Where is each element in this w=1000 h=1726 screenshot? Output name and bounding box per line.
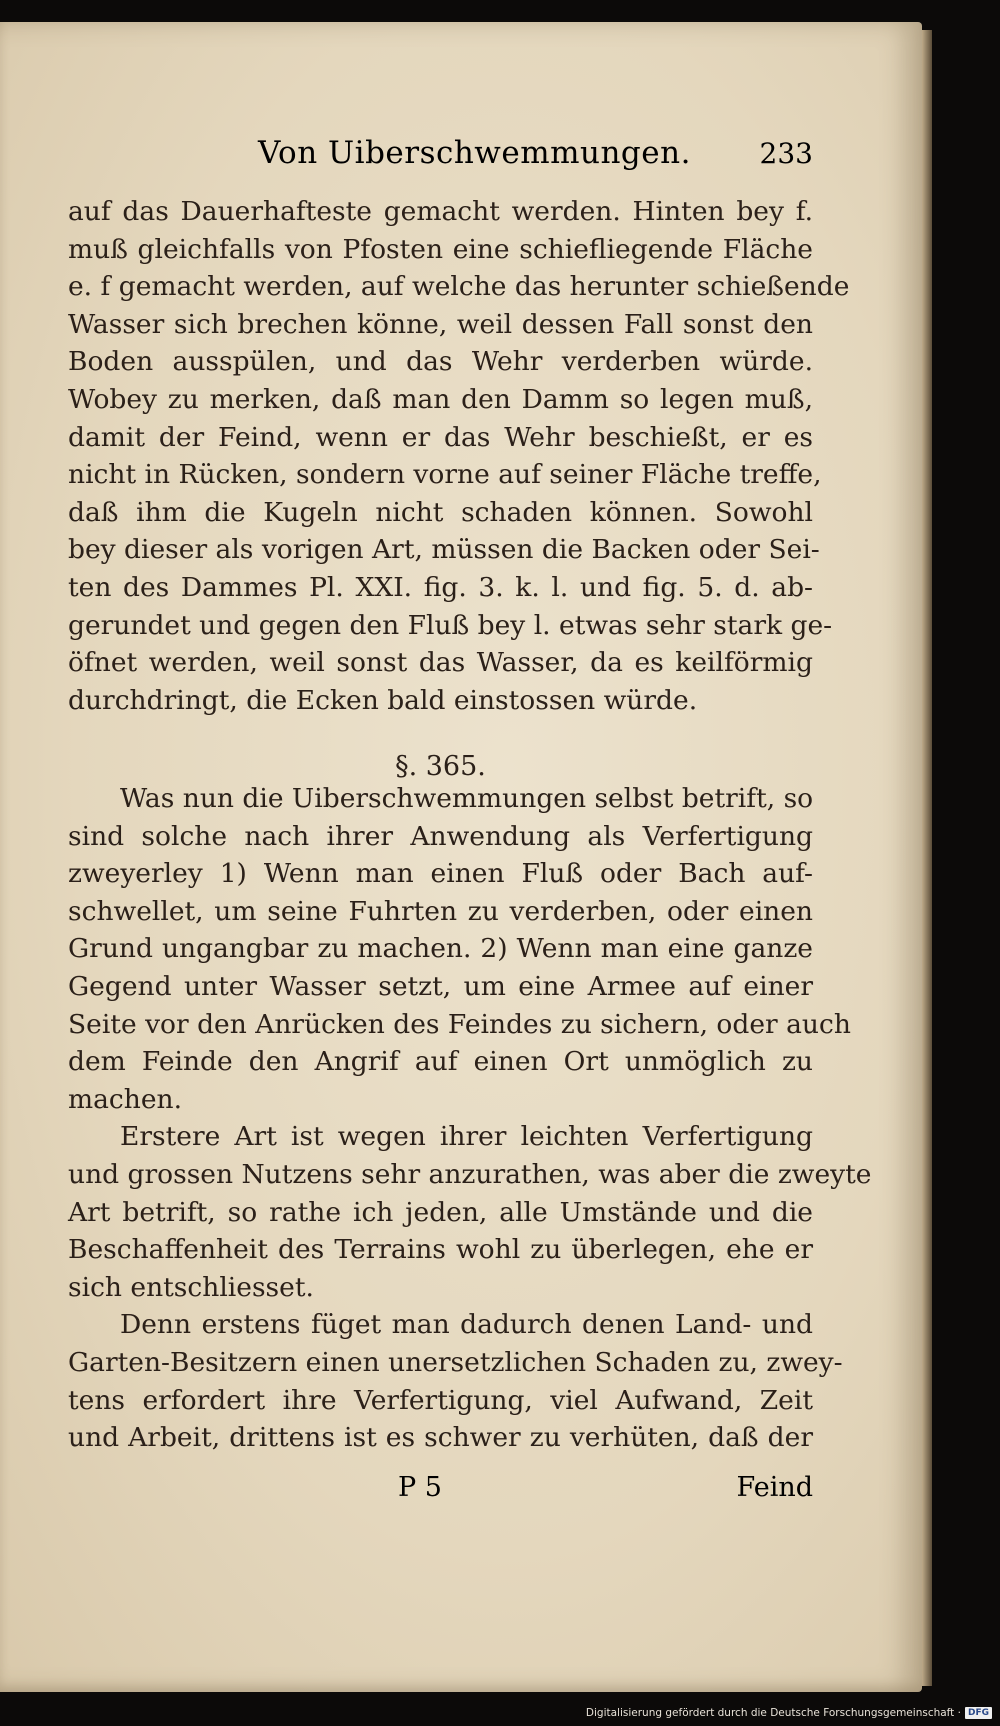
text-line: gerundet und gegen den Fluß bey l. etwas sehr stark ge- [68, 609, 833, 641]
text-line: Garten-Besitzern einen unersetzlichen Schaden zu, zwey- [68, 1346, 843, 1378]
text-line: Art betrift, so rathe ich jeden, alle Umstände und die [68, 1196, 813, 1228]
text-line: Wobey zu merken, daß man den Damm so legen muß, [68, 383, 813, 415]
text-line: ten des Dammes Pl. XXI. fig. 3. k. l. und fig. 5. d. ab- [68, 571, 813, 603]
text-line: und grossen Nutzens sehr anzurathen, was aber die zweyte [68, 1158, 872, 1190]
text-line: auf das Dauerhafteste gemacht werden. Hinten bey f. [68, 196, 813, 227]
running-title: Von Uiberschwemmungen. [258, 135, 691, 171]
text-line: machen. [68, 1083, 183, 1115]
text-line: damit der Feind, wenn er das Wehr beschießt, er es [68, 421, 813, 453]
text-line: Grund ungangbar zu machen. 2) Wenn man eine ganze [68, 933, 813, 965]
text-line: Gegend unter Wasser setzt, um eine Armee auf einer [68, 970, 813, 1002]
text-line: muß gleichfalls von Pfosten eine schiefliegende Fläche [68, 233, 813, 265]
page-header [68, 135, 813, 175]
text-line: nicht in Rücken, sondern vorne auf seiner Fläche treffe, [68, 459, 822, 491]
paragraph-continuation [68, 193, 850, 719]
text-line: Erstere Art ist wegen ihrer leichten Verfertigung [120, 1121, 813, 1153]
page-number: 233 [759, 137, 813, 170]
text-line: Beschaffenheit des Terrains wohl zu überlegen, ehe er [68, 1234, 813, 1266]
catchword: Feind [736, 1472, 813, 1503]
text-line: Was nun die Uiberschwemmungen selbst betrift, so [120, 783, 814, 814]
text-line: e. f gemacht werden, auf welche das herunter schießende [68, 271, 850, 303]
section-heading: §. 365. [395, 751, 486, 782]
text-line: schwellet, um seine Fuhrten zu verderben, oder einen [68, 895, 813, 927]
text-line: bey dieser als vorigen Art, müssen die Backen oder Sei- [68, 534, 820, 566]
text-line: durchdringt, die Ecken bald einstossen würde. [68, 684, 698, 716]
page-edge [922, 30, 932, 1686]
text-line: tens erfordert ihre Verfertigung, viel Aufwand, Zeit [68, 1384, 813, 1416]
text-line: öfnet werden, weil sonst das Wasser, da es keilförmig [68, 647, 813, 679]
digitization-credit [586, 1706, 992, 1720]
signature-mark: P 5 [398, 1472, 442, 1503]
text-line: Denn erstens füget man dadurch denen Land- und [120, 1309, 813, 1341]
text-line: Boden ausspülen, und das Wehr verderben würde. [68, 346, 813, 378]
text-line: Wasser sich brechen könne, weil dessen Fall sonst den [68, 308, 813, 340]
page-footer [68, 1472, 813, 1512]
credit-text: Digitalisierung gefördert durch die Deutsche Forschungsgemeinschaft · [585, 1707, 961, 1719]
text-line: dem Feinde den Angrif auf einen Ort unmöglich zu [68, 1046, 813, 1078]
text-line: sind solche nach ihrer Anwendung als Verfertigung [68, 820, 813, 852]
text-line: zweyerley 1) Wenn man einen Fluß oder Bach auf- [68, 858, 813, 890]
text-line: und Arbeit, drittens ist es schwer zu verhüten, daß der [68, 1422, 813, 1454]
dfg-logo-icon: DFG [965, 1707, 992, 1719]
text-line: sich entschliesset. [68, 1271, 314, 1303]
text-line: daß ihm die Kugeln nicht schaden können. Sowohl [68, 496, 813, 528]
text-line: Seite vor den Anrücken des Feindes zu sichern, oder auch [68, 1008, 851, 1040]
section-body [68, 780, 872, 1457]
